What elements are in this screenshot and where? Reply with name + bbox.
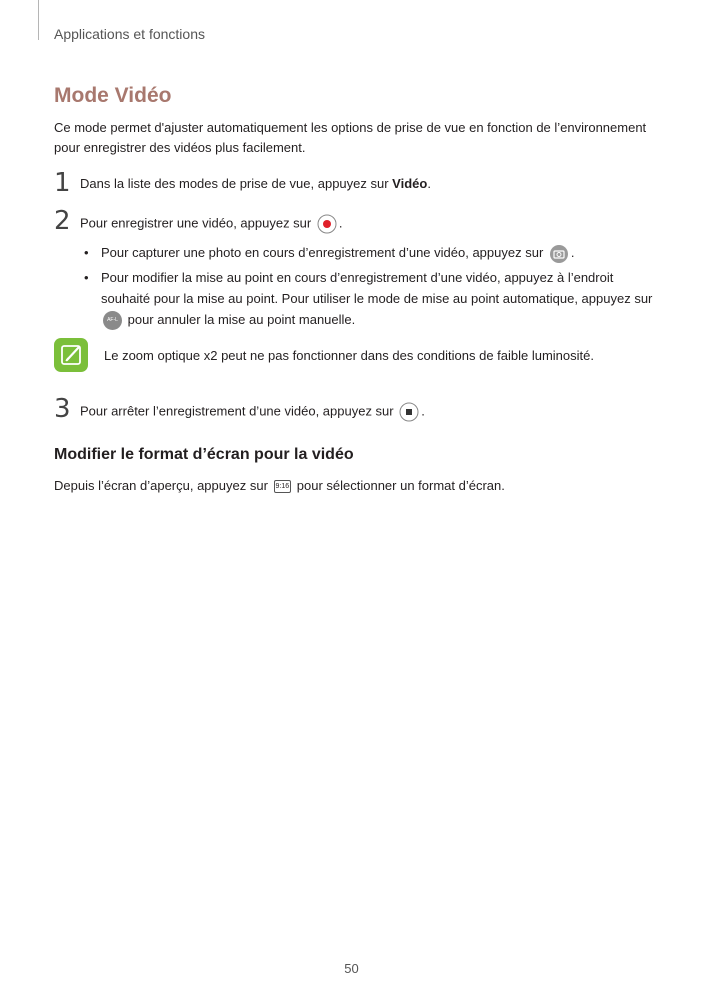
- list-item: • Pour capturer une photo en cours d’enregistrement d’une vidéo, appuyez sur .: [84, 242, 659, 264]
- af-lock-icon: AF-L: [103, 311, 122, 330]
- note-icon: [54, 338, 88, 372]
- stop-button-icon: [399, 402, 419, 422]
- step-text: Dans la liste des modes de prise de vue, appuyez sur Vidéo.: [80, 176, 431, 191]
- step-text: Pour arrêter l’enregistrement d’une vidéo, appuyez sur .: [80, 402, 425, 422]
- page-title: Mode Vidéo: [54, 84, 172, 107]
- step-number: 1: [54, 168, 71, 198]
- camera-capture-icon: [549, 244, 569, 264]
- record-button-icon: [317, 214, 337, 234]
- subheading: Modifier le format d’écran pour la vidéo: [54, 446, 354, 463]
- step-number: 3: [54, 394, 71, 424]
- header-rule: [38, 0, 39, 40]
- note-text: Le zoom optique x2 peut ne pas fonctionner dans des conditions de faible luminosité.: [104, 348, 594, 363]
- aspect-ratio-icon: 9:16: [274, 480, 292, 493]
- bullet-list: [84, 242, 659, 333]
- pencil-icon: [54, 338, 88, 372]
- list-item: • Pour modifier la mise au point en cours d’enregistrement d’une vidéo, appuyez à l’endroit souhaité pour la mise au point. Pour utiliser le mode de mise au point automatique, appuyez sur AF-L pour annuler la mise au point manuelle.: [84, 267, 659, 330]
- aspect-ratio-paragraph: Depuis l’écran d’aperçu, appuyez sur 9:16 pour sélectionner un format d’écran.: [54, 478, 505, 493]
- step-number: 2: [54, 206, 71, 236]
- step-text: Pour enregistrer une vidéo, appuyez sur .: [80, 214, 342, 234]
- page-number: 50: [344, 961, 359, 976]
- video-mode-label: Vidéo: [392, 176, 428, 191]
- intro-paragraph: Ce mode permet d'ajuster automatiquement les options de prise de vue en fonction de l’environnement pour enregistrer des vidéos plus facilement.: [54, 120, 647, 155]
- section-header: Applications et fonctions: [54, 26, 205, 42]
